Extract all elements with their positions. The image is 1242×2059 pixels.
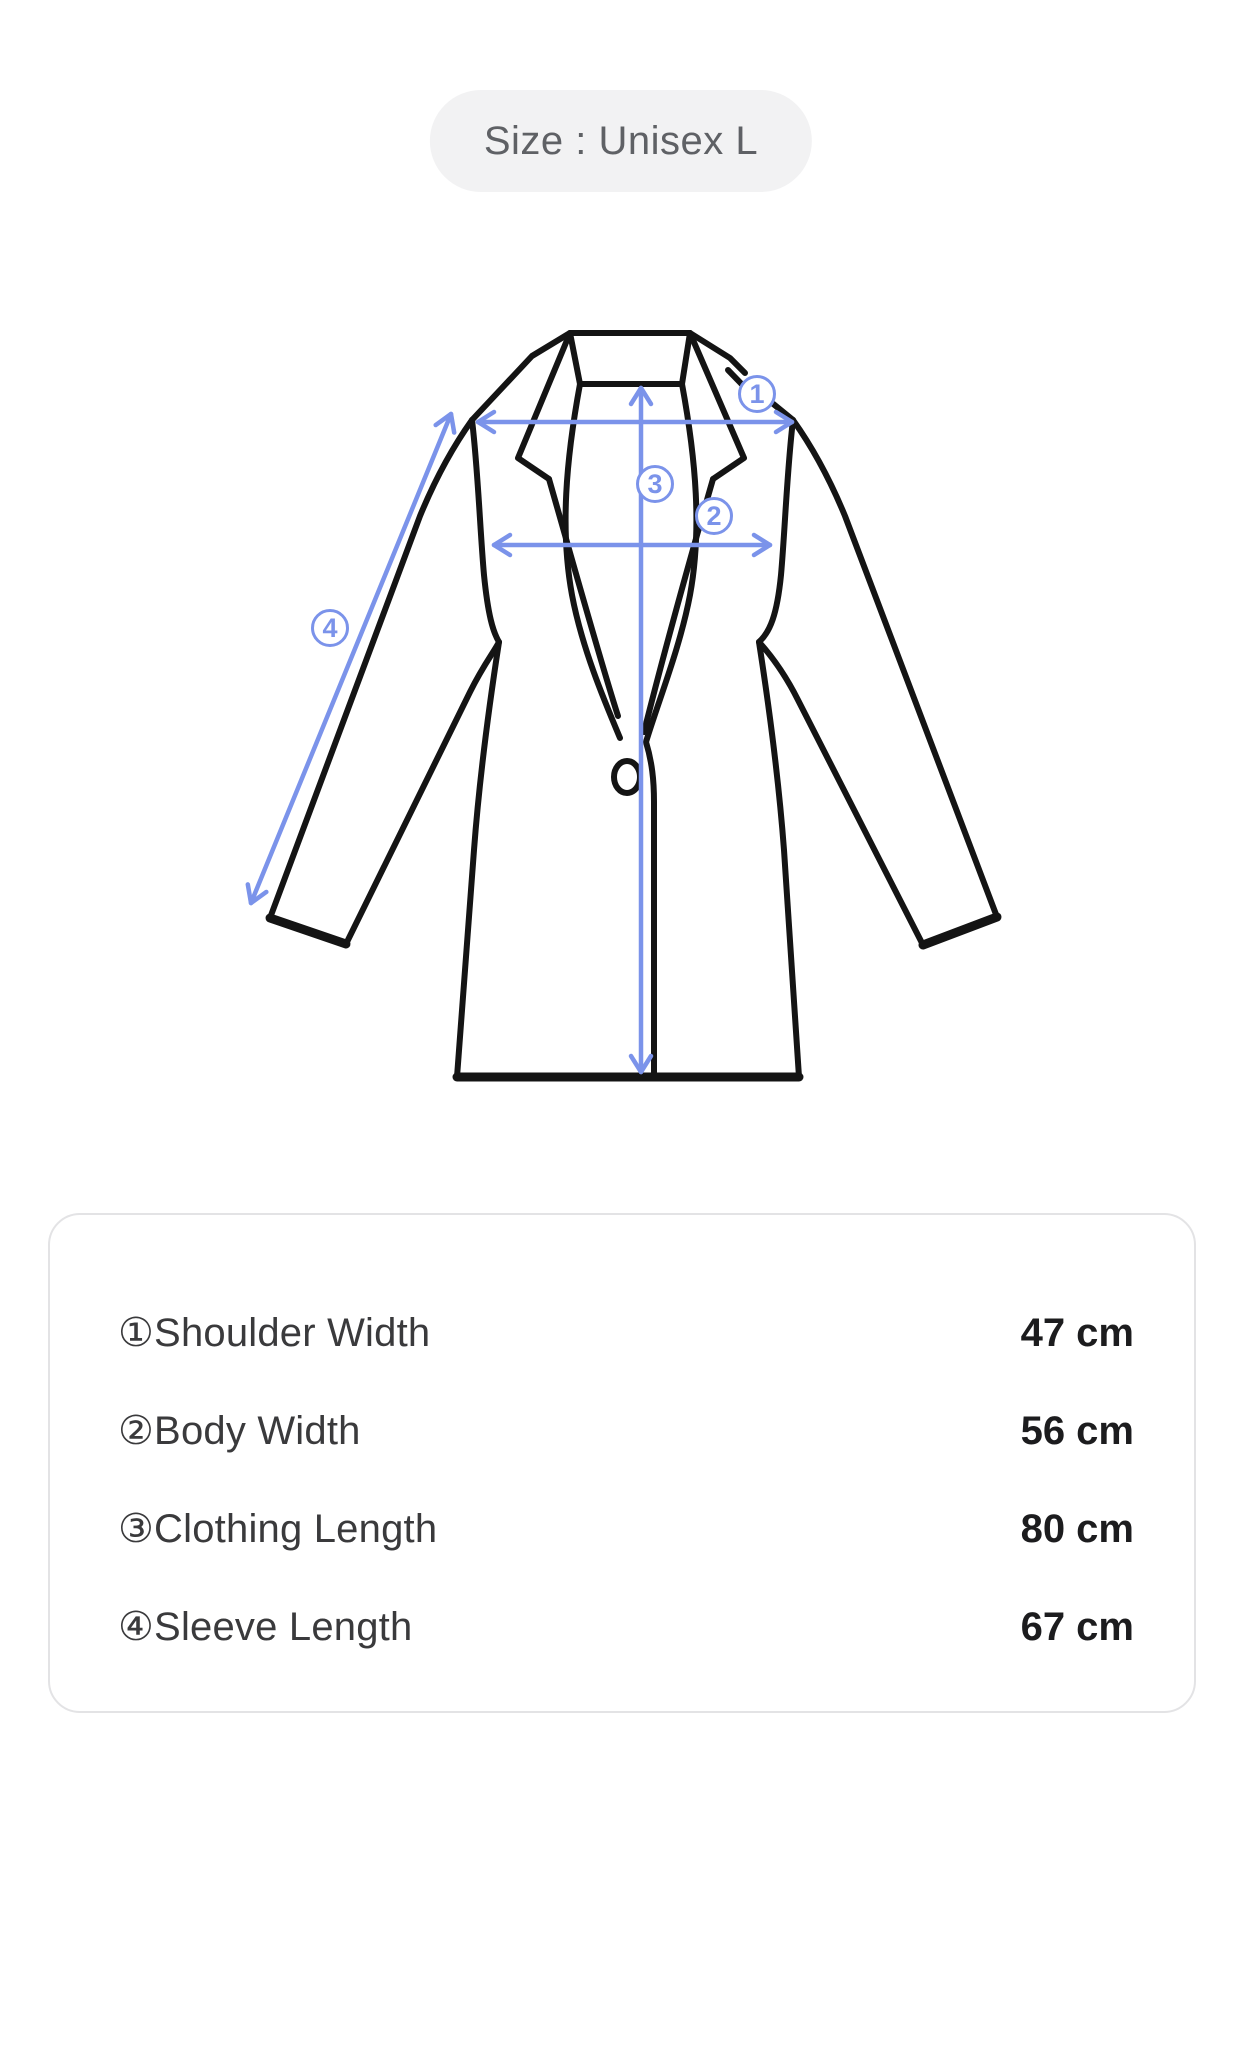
measurement-label: ②Body Width <box>118 1409 361 1453</box>
right-armhole <box>759 420 793 642</box>
measurement-value: 56 cm <box>1020 1408 1134 1453</box>
measurement-label: ④Sleeve Length <box>118 1605 413 1649</box>
table-row <box>118 1578 1134 1676</box>
marker-1 <box>740 377 775 412</box>
right-sleeve-outer <box>793 420 997 917</box>
table-row <box>118 1382 1134 1480</box>
right-lapel-edge <box>690 333 744 479</box>
collar-left-side <box>570 333 580 384</box>
marker-2 <box>697 499 732 534</box>
sleeve-length-arrow <box>251 414 451 903</box>
left-shoulder-line <box>472 333 570 420</box>
size-badge-label: Size : Unisex L <box>483 118 759 163</box>
marker-2-digit: 2 <box>706 501 722 531</box>
jacket-outline <box>270 333 997 1077</box>
measurement-label: ③Clothing Length <box>118 1507 438 1551</box>
button <box>614 761 640 793</box>
right-cuff <box>923 917 997 945</box>
table-row <box>118 1284 1134 1382</box>
table-row <box>118 1480 1134 1578</box>
right-sleeve-inner <box>759 642 923 945</box>
measurements-card <box>48 1213 1196 1713</box>
marker-3 <box>638 467 673 502</box>
left-cuff <box>270 918 346 944</box>
left-armhole <box>472 420 499 642</box>
measurement-value: 47 cm <box>1020 1310 1134 1355</box>
collar-right-side <box>682 333 690 384</box>
measurement-value: 67 cm <box>1020 1604 1134 1649</box>
right-body-side <box>759 642 799 1077</box>
left-lapel-roll <box>549 479 618 716</box>
measurement-label: ①Shoulder Width <box>118 1311 431 1355</box>
marker-1-digit: 1 <box>749 379 765 409</box>
measurement-value: 80 cm <box>1020 1506 1134 1551</box>
marker-4 <box>313 611 348 646</box>
left-lapel-edge <box>518 333 570 479</box>
marker-3-digit: 3 <box>647 469 663 499</box>
left-sleeve-inner <box>346 642 499 944</box>
left-sleeve-outer <box>270 420 472 918</box>
marker-4-digit: 4 <box>322 613 338 643</box>
